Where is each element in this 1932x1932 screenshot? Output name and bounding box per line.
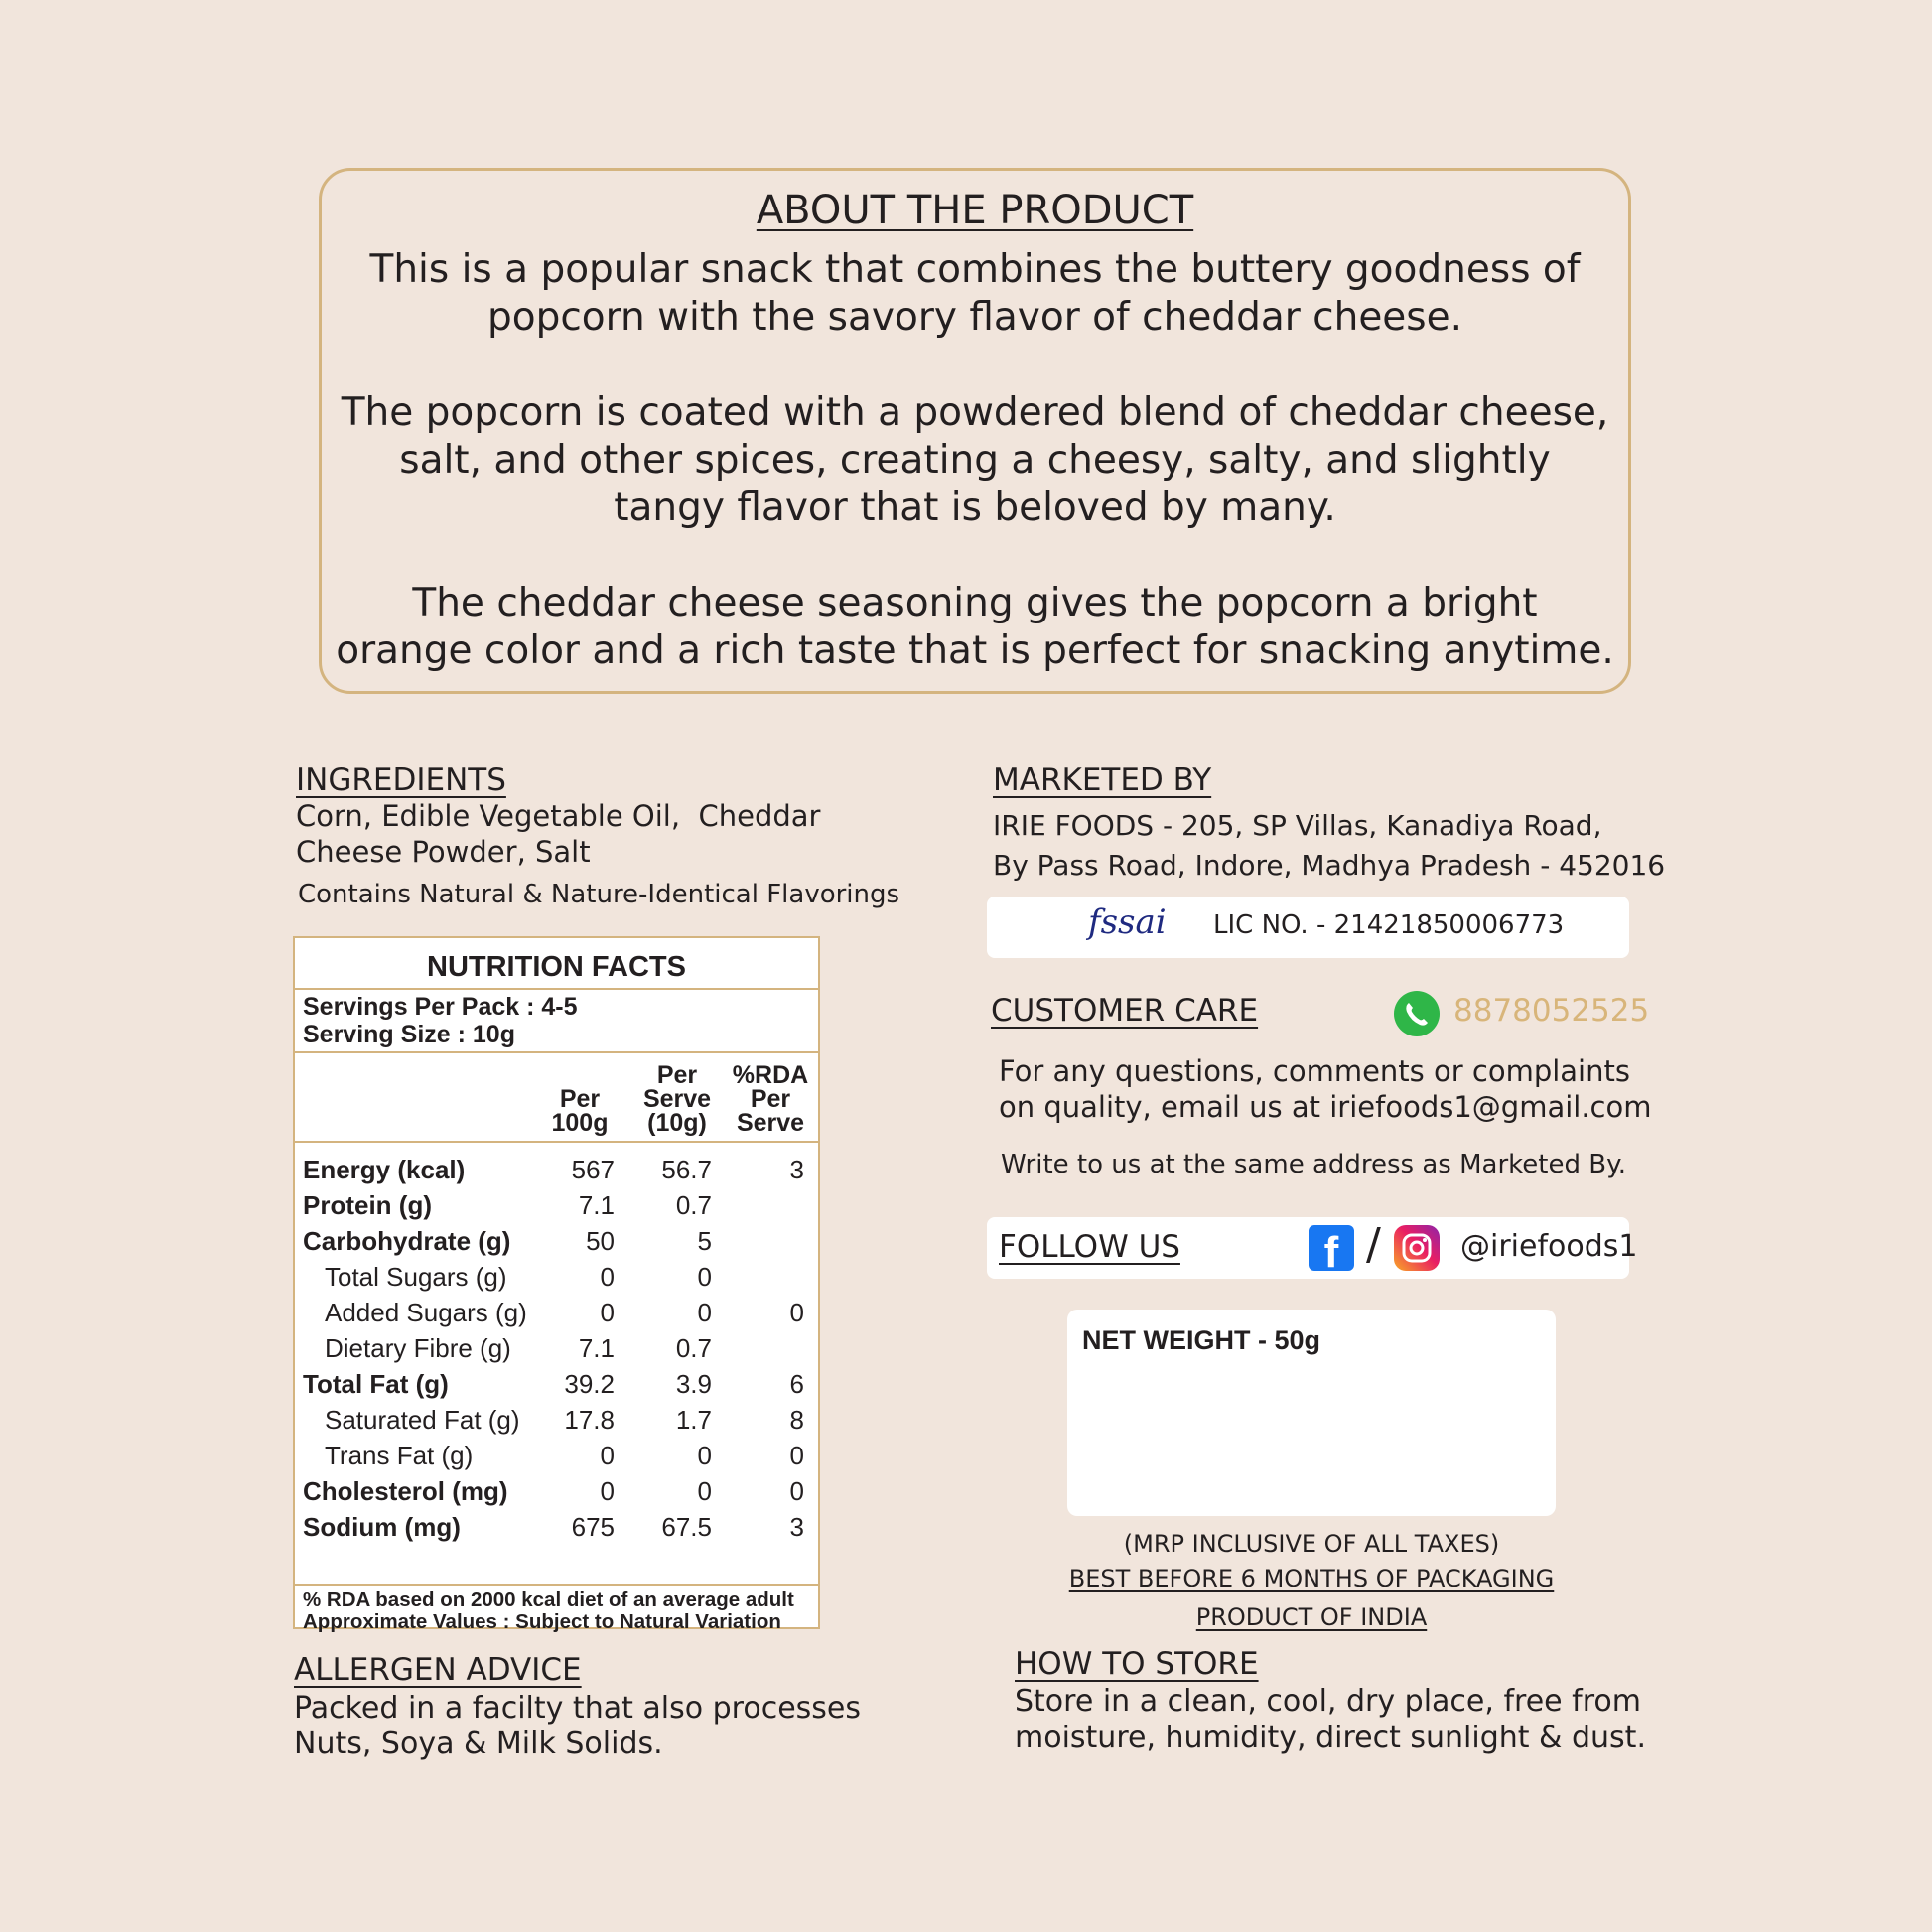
nutrient-name: Dietary Fibre (g) xyxy=(325,1333,511,1363)
nutrient-name: Energy (kcal) xyxy=(303,1155,466,1184)
customer-care-heading: CUSTOMER CARE xyxy=(991,993,1259,1029)
nutrient-row xyxy=(295,1262,818,1298)
nutrient-name: Sodium (mg) xyxy=(303,1512,461,1542)
about-p1-line1: This is a popular snack that combines the buttery goodness of xyxy=(369,247,1581,292)
value-per-serve: 3.9 xyxy=(675,1369,712,1399)
col-per-serve: Per Serve (10g) xyxy=(642,1061,712,1137)
value-per-serve: 1.7 xyxy=(675,1405,712,1435)
net-weight: NET WEIGHT - 50g xyxy=(1082,1325,1321,1355)
value-per-100g: 7.1 xyxy=(578,1190,615,1220)
product-origin: PRODUCT OF INDIA xyxy=(1195,1603,1428,1631)
about-p2-line3: tangy flavor that is beloved by many. xyxy=(614,485,1336,530)
fssai-logo: fssai xyxy=(1088,902,1167,942)
follow-us-bar xyxy=(987,1217,1638,1279)
facebook-icon[interactable]: f xyxy=(1309,1225,1354,1271)
allergen-line2: Nuts, Soya & Milk Solids. xyxy=(294,1726,663,1761)
allergen-line1: Packed in a facilty that also processes xyxy=(294,1691,861,1725)
storage-line2: moisture, humidity, direct sunlight & dust. xyxy=(1015,1721,1646,1755)
ingredients-list xyxy=(296,798,820,870)
approx-footnote: Approximate Values : Subject to Natural Variation xyxy=(303,1610,781,1633)
how-to-store-heading: HOW TO STORE xyxy=(1015,1646,1259,1682)
value-per-serve: 0 xyxy=(697,1262,712,1292)
value-per-serve: 0 xyxy=(697,1441,712,1470)
address-line2: By Pass Road, Indore, Madhya Pradesh - 452016 xyxy=(993,849,1666,882)
value-per-100g: 0 xyxy=(600,1298,615,1327)
value-per-100g: 675 xyxy=(571,1512,615,1542)
about-p3-line1: The cheddar cheese seasoning gives the popcorn a bright xyxy=(412,581,1538,625)
nutrient-row xyxy=(295,1226,818,1262)
value-per-serve: 0 xyxy=(697,1298,712,1327)
storage-text xyxy=(1015,1683,1646,1756)
best-before: BEST BEFORE 6 MONTHS OF PACKAGING xyxy=(1068,1565,1555,1592)
rda-footnote: % RDA based on 2000 kcal diet of an average adult xyxy=(303,1588,794,1611)
nutrition-footnotes xyxy=(295,1586,818,1637)
nutrient-name: Total Sugars (g) xyxy=(325,1262,507,1292)
value-per-serve: 0 xyxy=(697,1476,712,1506)
value-rda: 0 xyxy=(789,1476,804,1506)
nutrient-row xyxy=(295,1476,818,1512)
value-rda: 0 xyxy=(789,1298,804,1327)
nutrient-name: Protein (g) xyxy=(303,1190,432,1220)
value-per-100g: 7.1 xyxy=(578,1333,615,1363)
about-product-box xyxy=(319,168,1631,694)
phone-number[interactable]: 8878052525 xyxy=(1453,993,1650,1029)
nutrient-name: Trans Fat (g) xyxy=(325,1441,474,1470)
instagram-icon[interactable] xyxy=(1394,1225,1440,1271)
value-rda: 8 xyxy=(789,1405,804,1435)
value-per-serve: 56.7 xyxy=(661,1155,712,1184)
nutrient-row xyxy=(295,1155,818,1190)
value-per-100g: 0 xyxy=(600,1441,615,1470)
follow-us-heading: FOLLOW US xyxy=(999,1229,1180,1265)
nutrition-column-headers xyxy=(295,1053,818,1143)
ingredients-line1: Corn, Edible Vegetable Oil, Cheddar xyxy=(296,799,821,833)
ingredients-heading: INGREDIENTS xyxy=(296,762,506,798)
about-p2-line2: salt, and other spices, creating a cheesy, salty, and slightly xyxy=(399,438,1551,483)
write-to-us: Write to us at the same address as Marketed By. xyxy=(1001,1150,1627,1179)
nutrient-row xyxy=(295,1441,818,1476)
value-rda: 0 xyxy=(789,1441,804,1470)
value-per-serve: 67.5 xyxy=(661,1512,712,1542)
serving-info xyxy=(295,990,818,1053)
about-p2-line1: The popcorn is coated with a powdered blend of cheddar cheese, xyxy=(341,390,1609,435)
nutrient-row xyxy=(295,1405,818,1441)
about-p1-line2: popcorn with the savory flavor of cheddar cheese. xyxy=(486,295,1463,340)
allergen-text xyxy=(294,1691,861,1762)
social-handle[interactable]: @iriefoods1 xyxy=(1460,1229,1638,1264)
marketer-address xyxy=(993,806,1665,886)
nutrient-row xyxy=(295,1298,818,1333)
storage-line1: Store in a clean, cool, dry place, free from xyxy=(1015,1684,1641,1719)
nutrient-name: Carbohydrate (g) xyxy=(303,1226,511,1256)
nutrient-row xyxy=(295,1190,818,1226)
value-rda: 3 xyxy=(789,1155,804,1184)
nutrient-name: Cholesterol (mg) xyxy=(303,1476,508,1506)
flavoring-note: Contains Natural & Nature-Identical Flavorings xyxy=(298,880,900,909)
separator: / xyxy=(1366,1219,1381,1270)
nutrition-facts-table xyxy=(293,936,820,1633)
value-rda: 3 xyxy=(789,1512,804,1542)
care-line1: For any questions, comments or complaints xyxy=(999,1054,1630,1088)
value-per-serve: 0.7 xyxy=(675,1190,712,1220)
serving-size: Serving Size : 10g xyxy=(303,1021,515,1048)
value-per-100g: 567 xyxy=(571,1155,615,1184)
mrp-note: (MRP INCLUSIVE OF ALL TAXES) xyxy=(1123,1530,1500,1558)
fssai-license-bar xyxy=(987,897,1629,958)
allergen-heading: ALLERGEN ADVICE xyxy=(294,1652,582,1688)
value-per-serve: 5 xyxy=(697,1226,712,1256)
value-per-serve: 0.7 xyxy=(675,1333,712,1363)
col-rda: %RDA Per Serve xyxy=(732,1061,809,1137)
nutrition-title: NUTRITION FACTS xyxy=(295,938,818,990)
nutrient-row xyxy=(295,1512,818,1548)
nutrient-row xyxy=(295,1333,818,1369)
nutrient-name: Added Sugars (g) xyxy=(325,1298,527,1327)
license-number: LIC NO. - 21421850006773 xyxy=(1213,910,1565,940)
nutrient-row xyxy=(295,1369,818,1405)
nutrient-name: Saturated Fat (g) xyxy=(325,1405,520,1435)
value-per-100g: 0 xyxy=(600,1262,615,1292)
customer-care-text xyxy=(999,1053,1651,1125)
value-rda: 6 xyxy=(789,1369,804,1399)
marketed-by-heading: MARKETED BY xyxy=(993,762,1212,798)
about-paragraph-1 xyxy=(322,246,1628,342)
value-per-100g: 50 xyxy=(586,1226,615,1256)
value-per-100g: 0 xyxy=(600,1476,615,1506)
nutrition-rows xyxy=(295,1143,818,1586)
whatsapp-icon[interactable] xyxy=(1394,991,1440,1036)
address-line1: IRIE FOODS - 205, SP Villas, Kanadiya Road, xyxy=(993,809,1602,842)
about-paragraph-3 xyxy=(322,580,1628,675)
about-paragraph-2 xyxy=(322,389,1628,532)
nutrient-name: Total Fat (g) xyxy=(303,1369,449,1399)
servings-per-pack: Servings Per Pack : 4-5 xyxy=(303,993,578,1021)
value-per-100g: 17.8 xyxy=(564,1405,615,1435)
net-weight-box xyxy=(1067,1310,1556,1516)
value-per-100g: 39.2 xyxy=(564,1369,615,1399)
about-p3-line2: orange color and a rich taste that is perfect for snacking anytime. xyxy=(336,628,1614,673)
about-title: ABOUT THE PRODUCT xyxy=(756,188,1194,233)
ingredients-line2: Cheese Powder, Salt xyxy=(296,835,591,869)
col-per-100g: Per 100g xyxy=(551,1085,609,1137)
care-line2: on quality, email us at iriefoods1@gmail.com xyxy=(999,1090,1652,1124)
